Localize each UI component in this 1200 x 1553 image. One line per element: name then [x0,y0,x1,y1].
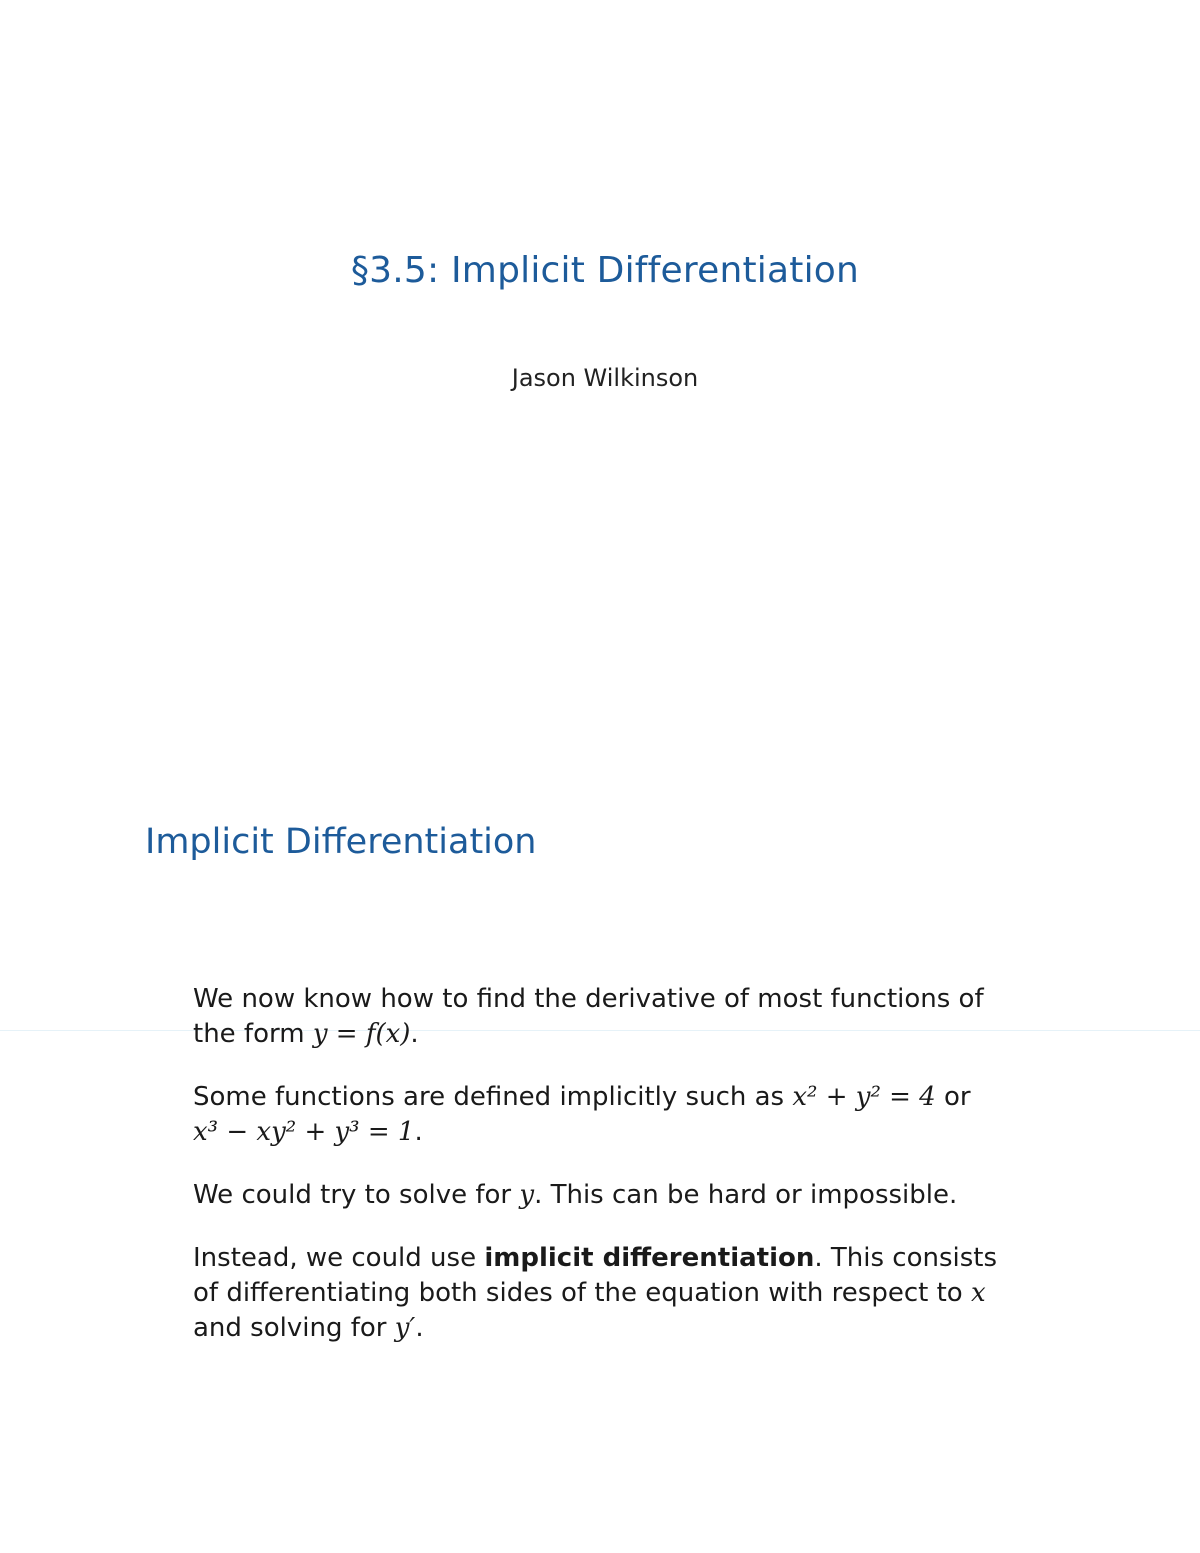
p2-math-2: x³ − xy² + y³ = 1 [193,1117,415,1147]
p4-bold-term: implicit differentiation [484,1243,815,1273]
slide-title: §3.5: Implicit Differentiation [350,250,860,291]
author-name: Jason Wilkinson [511,364,699,392]
frame-heading: Implicit Differentiation [145,822,537,862]
p2-text: Some functions are defined implicitly such as [193,1082,785,1112]
p4-target: y′ [394,1313,416,1343]
p1-end: . [410,1019,419,1049]
paragraph-1 [193,982,1003,1052]
p4-var: x [970,1278,986,1308]
p3-text-after: . This can be hard or impossible. [534,1180,958,1210]
frame-body [193,982,1003,1374]
p4-lead: Instead, we could use [193,1243,477,1273]
p2-end: . [414,1117,423,1147]
p2-connector: or [944,1082,971,1112]
paragraph-4 [193,1241,1003,1346]
p4-connector: and solving for [193,1313,387,1343]
paragraph-3 [193,1178,1003,1213]
p2-math-1: x² + y² = 4 [792,1082,936,1112]
p3-text-before: We could try to solve for [193,1180,512,1210]
p1-text: We now know how to find the derivative of most functions of the form [193,984,984,1049]
p4-rest: . This consists of differentiating both sides of the equation with respect to [193,1243,998,1308]
p4-end: . [415,1313,424,1343]
p1-math: y = f(x) [312,1019,411,1049]
p3-var: y [519,1180,535,1210]
paragraph-2 [193,1080,1003,1150]
